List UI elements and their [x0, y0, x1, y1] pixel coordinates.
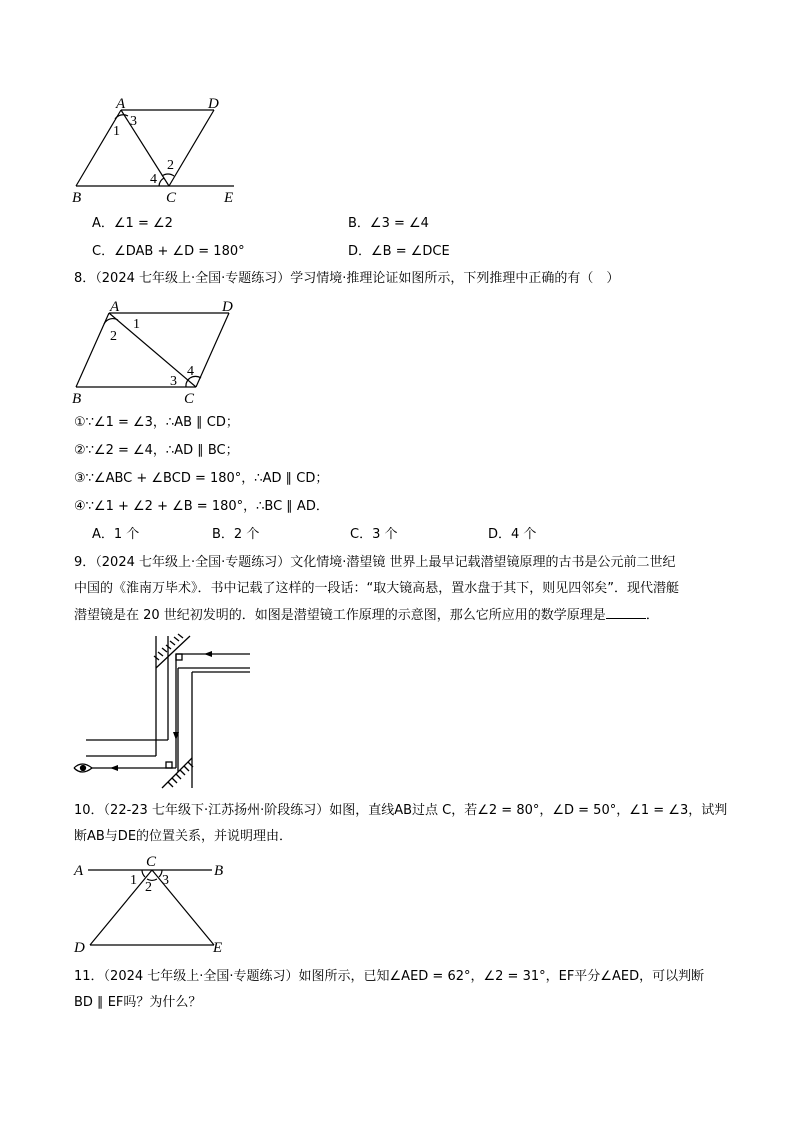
q8-stem: 8．（2024 七年级上·全国·专题练习）学习情境·推理论证如图所示，下列推理中正确的有（ ）: [74, 271, 620, 286]
q8-option-c: C．3 个: [350, 527, 398, 542]
q8-option-a: A．1 个: [92, 527, 140, 542]
q8-label-A: A: [110, 299, 120, 315]
q11-line-1: 11．（2024 七年级上·全国·专题练习）如图所示，已知∠AED = 62°，∠2 = 31°，EF平分∠AED，可以判断: [74, 969, 705, 984]
periscope-figure: [70, 632, 260, 792]
q10-label-C: C: [146, 854, 157, 870]
q7-option-a: A．∠1 = ∠2: [92, 216, 173, 231]
q9-line-1: 9．（2024 七年级上·全国·专题练习）文化情境·潜望镜 世界上最早记载潜望镜原理的古书是公元前二世纪: [74, 555, 676, 570]
answer-blank[interactable]: [606, 606, 646, 619]
q9-line-3-text: 潜望镜是在 20 世纪初发明的．如图是潜望镜工作原理的示意图，那么它所应用的数学原理是: [74, 608, 606, 623]
q7-figure: [66, 92, 246, 207]
q8-item-4: ④∵∠1 + ∠2 + ∠B = 180°，∴BC ∥ AD．: [74, 499, 329, 514]
q10-line-1: 10．（22-23 七年级下·江苏扬州·阶段练习）如图，直线AB过点 C，若∠2 = 80°，∠D = 50°，∠1 = ∠3，试判: [74, 803, 728, 818]
q7-label-E: E: [224, 190, 234, 206]
q10-label-E: E: [213, 940, 223, 956]
q10-label-D: D: [74, 940, 85, 956]
q8-label-D: D: [222, 299, 233, 315]
q9-line-3: [74, 606, 659, 625]
q10-figure: [70, 852, 240, 957]
q8-option-d: D．4 个: [488, 527, 537, 542]
q8-angle-1: 1: [133, 317, 140, 332]
q7-label-B: B: [72, 190, 82, 206]
q7-option-b: B．∠3 = ∠4: [348, 216, 429, 231]
q8-item-3: ③∵∠ABC + ∠BCD = 180°，∴AD ∥ CD；: [74, 471, 329, 486]
q10-label-A: A: [74, 863, 84, 879]
q8-item-1: ①∵∠1 = ∠3，∴AB ∥ CD；: [74, 415, 239, 430]
q7-option-c: C．∠DAB + ∠D = 180°: [92, 244, 245, 259]
q7-option-d: D．∠B = ∠DCE: [348, 244, 450, 259]
q10-angle-3: 3: [162, 873, 169, 888]
q7-label-C: C: [166, 190, 177, 206]
q7-angle-2: 2: [167, 158, 174, 173]
q10-line-2: 断AB与DE的位置关系，并说明理由．: [74, 829, 293, 844]
q7-angle-1: 1: [113, 124, 120, 139]
q9-line-2: 中国的《淮南万毕术》．书中记载了这样的一段话：“取大镜高悬，置水盘于其下，则见四邻矣”．现代潜艇: [74, 581, 679, 596]
q10-label-B: B: [214, 863, 224, 879]
q7-label-D: D: [208, 96, 219, 112]
q10-angle-2: 2: [145, 880, 152, 895]
q10-angle-1: 1: [130, 873, 137, 888]
q9-line-3-end: ．: [645, 608, 659, 623]
q8-angle-2: 2: [110, 329, 117, 344]
q7-label-A: A: [116, 96, 126, 112]
q11-line-2: BD ∥ EF吗？为什么？: [74, 995, 202, 1010]
q8-item-2: ②∵∠2 = ∠4，∴AD ∥ BC；: [74, 443, 239, 458]
q8-figure: [66, 295, 246, 410]
q7-angle-3: 3: [130, 114, 137, 129]
q7-angle-4: 4: [150, 172, 157, 187]
q8-option-b: B．2 个: [212, 527, 260, 542]
q8-angle-3: 3: [170, 374, 177, 389]
q8-label-B: B: [72, 391, 82, 407]
eye-icon: [74, 764, 92, 772]
q8-angle-4: 4: [187, 364, 194, 379]
q8-label-C: C: [184, 391, 195, 407]
